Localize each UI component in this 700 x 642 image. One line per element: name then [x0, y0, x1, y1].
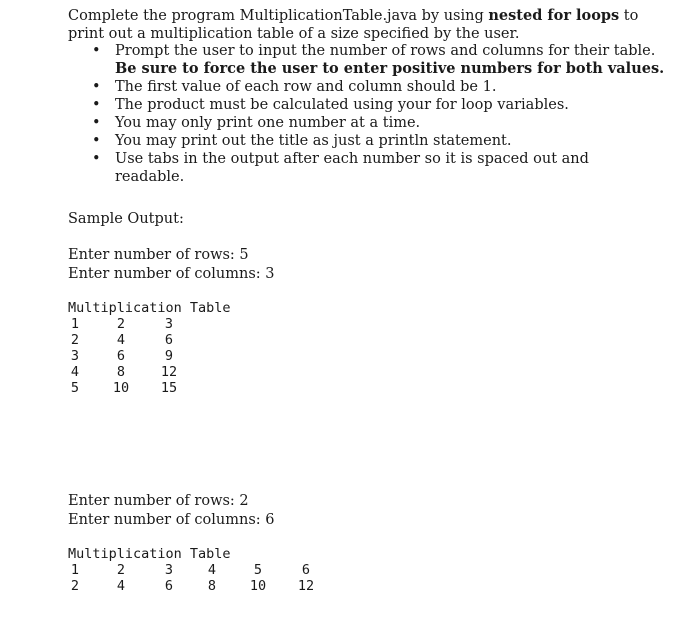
table-cell: 4: [207, 562, 217, 578]
table-cell: 15: [160, 380, 178, 396]
sample2-cols-prompt: Enter number of columns: 6: [68, 512, 275, 528]
table-cell: 4: [116, 578, 126, 594]
table-cell: 2: [116, 316, 126, 332]
intro-paragraph: [68, 7, 678, 43]
table-cell: 2: [116, 562, 126, 578]
bullet-icon: •: [92, 43, 101, 59]
bullet-icon: •: [92, 133, 101, 149]
sample2-rows-prompt: Enter number of rows: 2: [68, 493, 249, 509]
bullet-text: The first value of each row and column should be 1.: [115, 79, 497, 95]
table-cell: 4: [116, 332, 126, 348]
table-cell: 2: [70, 332, 80, 348]
sample2-table-title: Multiplication Table: [68, 546, 231, 562]
intro-text-1: Complete the program MultiplicationTable.java by using: [68, 8, 489, 24]
table-cell: 2: [70, 578, 80, 594]
bullet-text: You may only print one number at a time.: [115, 115, 421, 131]
table-cell: 4: [70, 364, 80, 380]
table-cell: 12: [297, 578, 315, 594]
table-cell: 10: [112, 380, 130, 396]
table-cell: 6: [164, 332, 174, 348]
list-item: [68, 114, 678, 132]
bullet-text: You may print out the title as just a println statement.: [115, 133, 512, 149]
list-item: [68, 96, 678, 114]
table-cell: 6: [116, 348, 126, 364]
bullet-text: Prompt the user to input the number of rows and columns for their table.: [115, 43, 656, 59]
table-cell: 5: [70, 380, 80, 396]
table-cell: 3: [70, 348, 80, 364]
bullet-text: The product must be calculated using your for loop variables.: [115, 97, 569, 113]
bullet-icon: •: [92, 151, 101, 167]
table-cell: 1: [70, 562, 80, 578]
bullet-text: Use tabs in the output after each number so it is spaced out and readable.: [115, 151, 589, 185]
sample-output-heading: Sample Output:: [68, 211, 184, 227]
intro-bold: nested for loops: [488, 7, 620, 24]
table-cell: 12: [160, 364, 178, 380]
bullet-icon: •: [92, 79, 101, 95]
table-cell: 8: [116, 364, 126, 380]
table-cell: 6: [164, 578, 174, 594]
list-item: [68, 42, 678, 78]
bullet-icon: •: [92, 97, 101, 113]
table-cell: 3: [164, 316, 174, 332]
bullet-bold-text: Be sure to force the user to enter positive numbers for both values.: [115, 60, 665, 77]
table-cell: 5: [253, 562, 263, 578]
table-cell: 1: [70, 316, 80, 332]
list-item: [68, 78, 678, 96]
sample1-table-title: Multiplication Table: [68, 300, 231, 316]
sample1-cols-prompt: Enter number of columns: 3: [68, 266, 275, 282]
bullet-icon: •: [92, 115, 101, 131]
intro-text-2: to print out a multiplication table of a size specified by the user.: [68, 8, 639, 42]
table-cell: 8: [207, 578, 217, 594]
sample1-rows-prompt: Enter number of rows: 5: [68, 247, 249, 263]
list-item: [68, 150, 678, 186]
list-item: [68, 132, 678, 150]
table-cell: 10: [249, 578, 267, 594]
table-cell: 6: [301, 562, 311, 578]
table-cell: 9: [164, 348, 174, 364]
table-cell: 3: [164, 562, 174, 578]
requirements-list: [68, 42, 678, 186]
